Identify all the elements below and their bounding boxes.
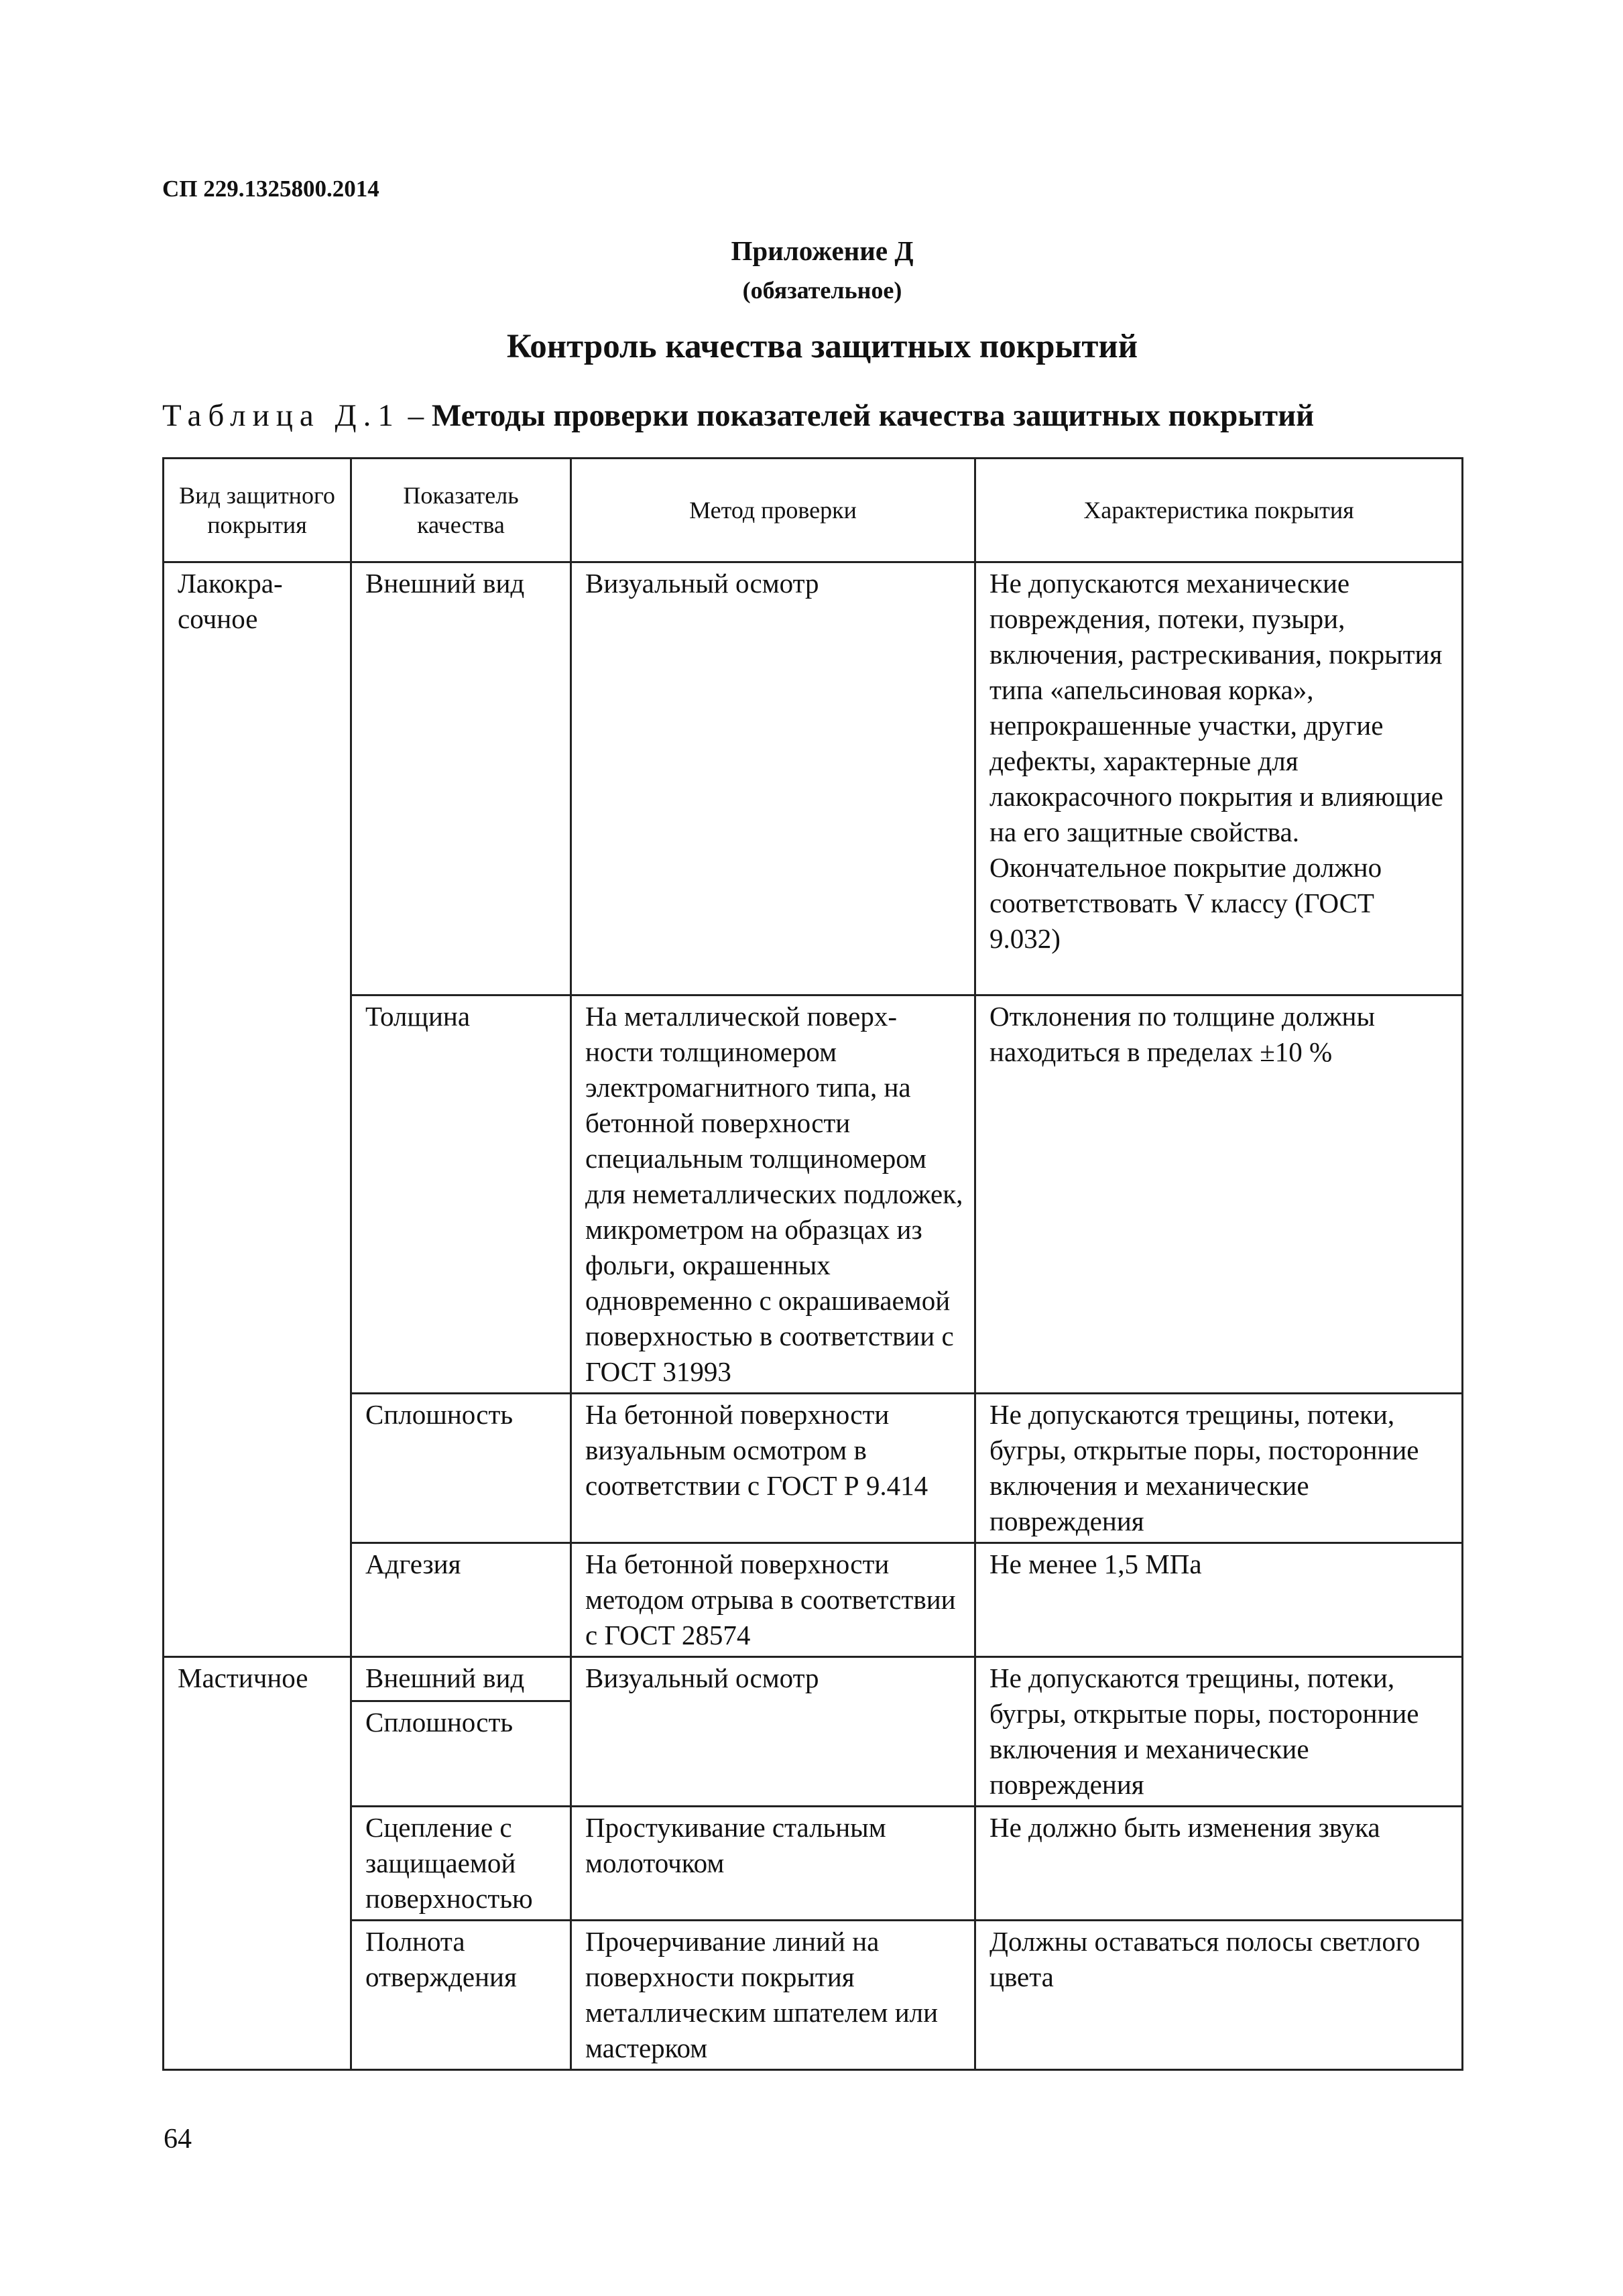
table-row	[164, 1543, 1463, 1657]
table-row	[164, 1394, 1463, 1543]
characteristic-cell: Не допускаются механические повреждения, потеки, пузыри, включения, растрескивания, покрытия типа «апельсиновая корка», непрокрашенные участки, другие дефекты, характерные для лакокрасочного покрытия и влияющие на его защитные свойства. Окончательное покрытие должно соответствовать V классу (ГОСТ 9.032)	[975, 562, 1463, 995]
column-header-indicator: Показатель качества	[351, 459, 571, 562]
appendix-status: (обязательное)	[742, 277, 902, 304]
column-header-characteristic: Характеристика покрытия	[975, 459, 1463, 562]
method-cell: Визуальный осмотр	[571, 1657, 975, 1807]
quality-methods-table	[162, 457, 1463, 2071]
column-header-method: Метод проверки	[571, 459, 975, 562]
page-number: 64	[164, 2124, 192, 2155]
table-caption-dash: –	[400, 398, 432, 433]
document-code: СП 229.1325800.2014	[162, 176, 379, 202]
table-caption	[162, 398, 1314, 434]
table-caption-label: Таблица Д.1	[162, 398, 400, 433]
characteristic-cell: Не менее 1,5 МПа	[975, 1543, 1463, 1657]
column-header-coating-type: Вид защитного покрытия	[164, 459, 351, 562]
table-row	[164, 1807, 1463, 1921]
characteristic-cell: Не допускаются трещины, потеки, бугры, открытые поры, посторонние включения и механические повреждения	[975, 1657, 1463, 1807]
indicator-cell: Сплошность	[351, 1701, 571, 1807]
appendix-heading: Контроль качества защитных покрытий	[506, 328, 1138, 365]
indicator-cell: Сцепление с защищаемой поверхностью	[351, 1807, 571, 1921]
appendix-title: Приложение Д	[731, 235, 914, 266]
method-cell: На металлической поверх-ности толщиномером электромагнитного типа, на бетонной поверхности специальным толщиномером для неметаллических подложек, микрометром на образцах из фольги, окрашенных одновременно с окрашиваемой поверхностью в соответствии с ГОСТ 31993	[571, 995, 975, 1394]
method-cell: Визуальный осмотр	[571, 562, 975, 995]
indicator-cell: Внешний вид	[351, 562, 571, 995]
characteristic-cell: Должны оставаться полосы светлого цвета	[975, 1921, 1463, 2070]
table-header-row	[164, 459, 1463, 562]
characteristic-cell: Отклонения по толщине должны находиться в пределах ±10 %	[975, 995, 1463, 1394]
indicator-cell: Полнота отверждения	[351, 1921, 571, 2070]
method-cell: На бетонной поверхности визуальным осмотром в соответствии с ГОСТ Р 9.414	[571, 1394, 975, 1543]
method-cell: Простукивание стальным молоточком	[571, 1807, 975, 1921]
indicator-cell: Толщина	[351, 995, 571, 1394]
indicator-cell: Адгезия	[351, 1543, 571, 1657]
method-cell: На бетонной поверхности методом отрыва в соответствии с ГОСТ 28574	[571, 1543, 975, 1657]
table-row	[164, 562, 1463, 995]
indicator-cell: Сплошность	[351, 1394, 571, 1543]
table-row	[164, 995, 1463, 1394]
characteristic-cell: Не должно быть изменения звука	[975, 1807, 1463, 1921]
characteristic-cell: Не допускаются трещины, потеки, бугры, открытые поры, посторонние включения и механические повреждения	[975, 1394, 1463, 1543]
indicator-cell: Внешний вид	[351, 1657, 571, 1701]
coating-type-cell: Мастичное	[164, 1657, 351, 2070]
table-row	[164, 1657, 1463, 1701]
method-cell: Прочерчивание линий на поверхности покрытия металлическим шпателем или мастерком	[571, 1921, 975, 2070]
table-row	[164, 1921, 1463, 2070]
table-caption-title: Методы проверки показателей качества защитных покрытий	[431, 398, 1315, 433]
coating-type-cell: Лакокра- сочное	[164, 562, 351, 1657]
